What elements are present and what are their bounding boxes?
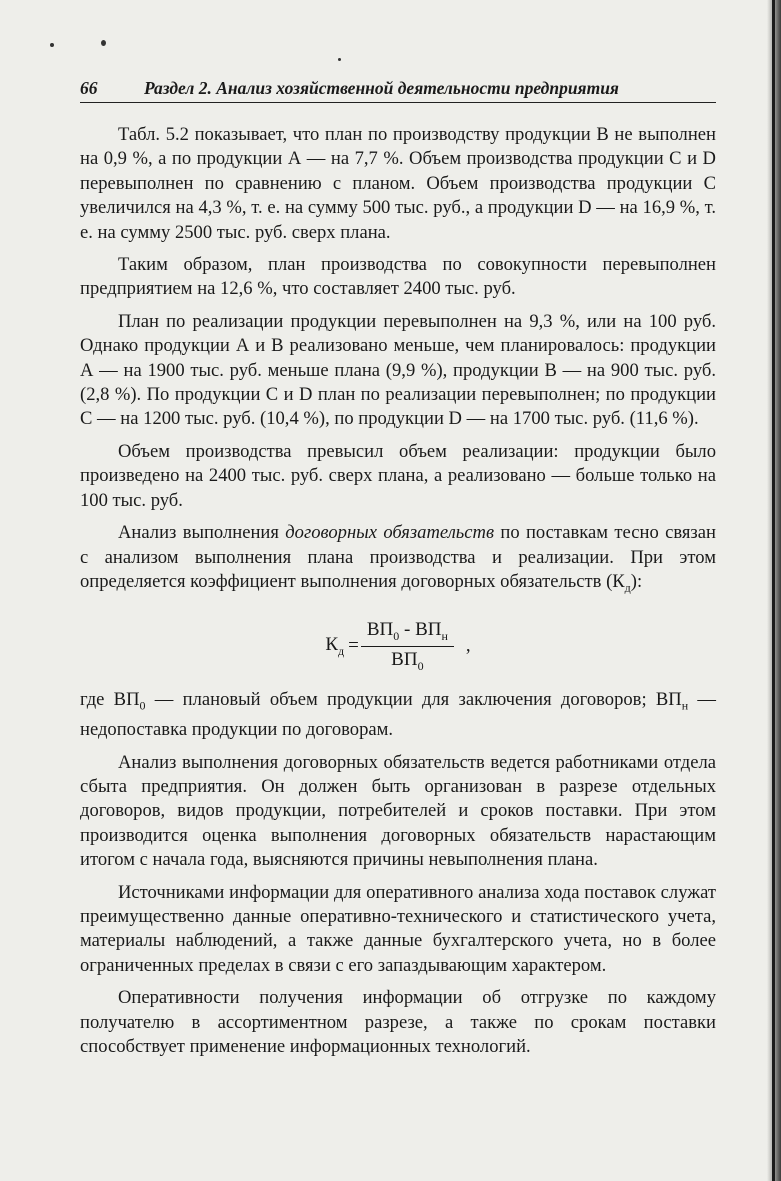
contracts-emphasis: договорных обязательств [285,522,495,544]
book-page [80,78,716,1067]
contracts-text-middle: по поставкам тесно связан с анализом выполнения плана производства и реализации. При этом определяется коэффициент выполнения договорных обязательств (К [80,522,716,592]
page-number: 66 [80,78,98,98]
contracts-text-start: Анализ выполнения [118,522,286,544]
formula-numerator: $ВП_0 - ВП_н$ [361,619,454,647]
paragraph-information-technologies: Оперативности получения информации об отгрузке по каждому получателю в ассортиментном разрезе, а также по срокам поставки способствует применение информационных технологий. [80,987,716,1058]
paragraph-contract-obligations [80,521,716,600]
paragraph-total-production: Таким образом, план производства по совокупности перевыполнен предприятием на 12,6 %, что составляет 2400 тыс. руб. [80,254,716,300]
page-binding-edge [772,0,775,1181]
paragraph-production-vs-sales: Объем производства превысил объем реализации: продукции было произведено на 2400 тыс. руб. сверх плана, а реализовано — больше только на 100 тыс. руб. [80,440,716,511]
contract-coefficient-formula [80,608,716,684]
scan-speck [101,40,106,46]
running-head [80,78,716,103]
formula-fraction [361,619,454,674]
formula-lhs: $К_д$ [325,633,345,658]
scan-speck [50,43,54,47]
scan-speck [338,58,341,61]
paragraph-formula-legend: где $ВП_0$ — плановый объем продукции для заключения договоров; $ВП_н$ — недопоставка продукции по договорам. [80,689,716,741]
contracts-text-end: ): [630,570,643,592]
formula-denominator: $ВП_0$ [391,648,424,673]
contracts-subscript: д [624,580,631,595]
formula-equals: = [348,635,359,657]
section-title: Раздел 2. Анализ хозяйственной деятельности предприятия [144,78,619,98]
paragraph-sales-department: Анализ выполнения договорных обязательств ведется работниками отдела сбыта предприятия. Он должен быть организован в разрезе отдельных договоров, видов продукции, потребителей и сроков поставки. При этом производится оценка выполнения договорных обязательств нарастающим итогом с начала года, выясняются причины невыполнения плана. [80,751,716,871]
paragraph-production-plan: Табл. 5.2 показывает, что план по производству продукции В не выполнен на 0,9 %, а по продукции А — на 7,7 %. Объем производства продукции С и D перевыполнен по сравнению с планом. Объем производства продукции С увеличился на 4,3 %, т. е. на сумму 500 тыс. руб., а продукции D — на 16,9 %, т. е. на сумму 2500 тыс. руб. сверх плана. [80,124,716,243]
formula-comma: , [465,635,471,657]
paragraph-sales-plan: План по реализации продукции перевыполнен на 9,3 %, или на 100 руб. Однако продукции А и В реализовано меньше, чем планировалось: продукции А — на 1900 тыс. руб. меньше плана (9,9 %), продукции В — на 900 тыс. руб. (2,8 %). По продукции С и D план по реализации перевыполнен; по продукции С — на 1200 тыс. руб. (10,4 %), по продукции D — на 1700 тыс. руб. (11,6 %). [80,310,716,430]
paragraph-information-sources: Источниками информации для оперативного анализа хода поставок служат преимущественно данные оперативно-технического и статистического учета, материалы наблюдений, а также данные бухгалтерского учета, но в более ограниченных пределах в связи с его запаздывающим характером. [80,881,716,976]
